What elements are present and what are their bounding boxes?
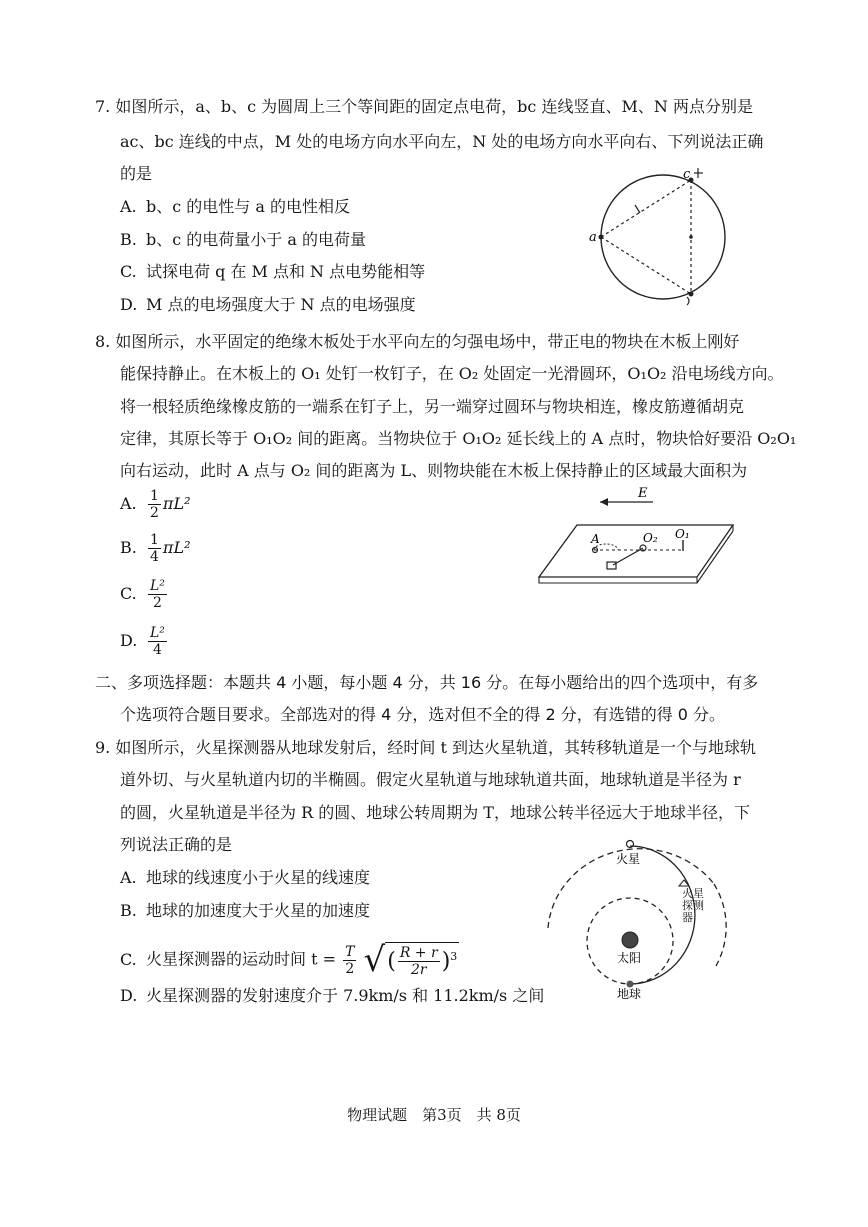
section2-heading-line-2: 个选项符合题目要求。全部选对的得 4 分，选对但不全的得 2 分，有选错的得 0 分。 — [120, 705, 726, 724]
q7-stem-line-1: 7. 如图所示，a、b、c 为圆周上三个等间距的固定点电荷，bc 连线竖直、M、N 两点分别是 — [95, 97, 753, 116]
point-n — [689, 235, 693, 239]
q9-stem-line-1: 9. 如图所示，火星探测器从地球发射后，经时间 t 到达火星轨道，其转移轨道是一个与地球轨 — [95, 738, 756, 757]
q9-option-c: C. 火星探测器的运动时间 t = $\frac{T}{2}$ √( $\frac{R + r}{2r}$ )$^3$ — [120, 940, 458, 981]
q8-stem-line-5: 向右运动，此时 A 点与 O₂ 间的距离为 L、则物块能在木板上保持静止的区域最大面积为 — [120, 461, 748, 480]
label-sun: 太阳 — [617, 951, 642, 965]
board-edge — [539, 577, 697, 583]
q7-stem-line-3: 的是 — [120, 164, 153, 183]
q8-stem-line-2: 能保持静止。在木板上的 O₁ 处钉一枚钉子，在 O₂ 处固定一光滑圆环，O₁O₂ 沿电场线方向。 — [120, 364, 784, 383]
q9-stem-line-4: 列说法正确的是 — [120, 835, 233, 854]
q8-option-d: D. $\frac{\text{L²}}{4}$ — [120, 625, 165, 658]
q9-stem-line-3: 的圆，火星轨道是半径为 R 的圆、地球公转周期为 T，地球公转半径远大于地球半径，下 — [120, 803, 750, 822]
label-e: E — [638, 486, 648, 501]
label-mars: 火星 — [616, 852, 641, 866]
e-arrow-head — [600, 498, 608, 506]
q9-orbit-figure — [540, 836, 740, 1001]
sun-icon — [622, 932, 638, 948]
q8-stem-line-4: 定律，其原长等于 O₁O₂ 间的距离。当物块位于 O₁O₂ 延长线上的 A 点时，物块恰好要沿 O₂O₁ — [120, 429, 797, 448]
label-o1: O₁ — [675, 527, 690, 541]
label-a: A — [591, 532, 600, 546]
ac-dashed-line — [601, 180, 691, 237]
q8-board-figure — [535, 485, 735, 590]
point-a — [599, 235, 604, 240]
q7-option-c: C. 试探电荷 q 在 M 点和 N 点电势能相等 — [120, 262, 426, 281]
label-o2: O₂ — [643, 531, 658, 545]
q8-stem-line-1: 8. 如图所示，水平固定的绝缘木板处于水平向左的匀强电场中，带正电的物块在木板上刚好 — [95, 332, 740, 351]
q8-option-b: B. $\frac{1}{4}$ πL² — [120, 532, 191, 565]
page-footer: 物理试题 第3页 共 8页 — [347, 1106, 521, 1124]
label-earth: 地球 — [617, 987, 642, 1001]
rubber-band — [613, 548, 643, 565]
m-mark — [635, 205, 640, 213]
point-b — [689, 292, 694, 297]
circle-outline — [601, 175, 725, 299]
ab-dashed-line — [601, 237, 691, 294]
q7-option-b: B. b、c 的电荷量小于 a 的电荷量 — [120, 230, 367, 249]
q8-option-c: C. $\frac{\text{L²}}{2}$ — [120, 578, 165, 611]
q7-option-d: D. M 点的电场强度大于 N 点的电场强度 — [120, 295, 416, 314]
q9-option-b: B. 地球的加速度大于火星的加速度 — [120, 901, 371, 920]
q9-option-a: A. 地球的线速度小于火星的线速度 — [120, 868, 371, 887]
q9-option-d: D. 火星探测器的发射速度介于 7.9km/s 和 11.2km/s 之间 — [120, 986, 545, 1005]
block — [607, 562, 616, 569]
q9-stem-line-2: 道外切、与火星轨道内切的半椭圆。假定火星轨道与地球轨道共面，地球轨道是半径为 r — [120, 770, 741, 789]
section2-heading-line-1: 二、多项选择题：本题共 4 小题，每小题 4 分，共 16 分。在每小题给出的四个选项中，有多 — [95, 673, 759, 692]
q7-stem-line-2: ac、bc 连线的中点，M 处的电场方向水平向左，N 处的电场方向水平向右、下列说法正确 — [120, 132, 764, 151]
q7-option-a: A. b、c 的电性与 a 的电性相反 — [120, 197, 351, 216]
b-mark — [687, 297, 689, 305]
label-c: c — [683, 167, 691, 182]
label-probe-wrap — [682, 888, 722, 938]
q8-option-a: A. $\frac{1}{2}$ πL² — [120, 488, 191, 521]
label-a: a — [589, 230, 597, 245]
label-probe: 火星探测器 — [682, 888, 704, 924]
board-top — [539, 525, 733, 577]
q8-stem-line-3: 将一根轻质绝缘橡皮筋的一端系在钉子上，另一端穿过圆环与物块相连，橡皮筋遵循胡克 — [120, 397, 745, 416]
q7-circle-figure — [585, 165, 735, 315]
board-side — [697, 531, 733, 583]
